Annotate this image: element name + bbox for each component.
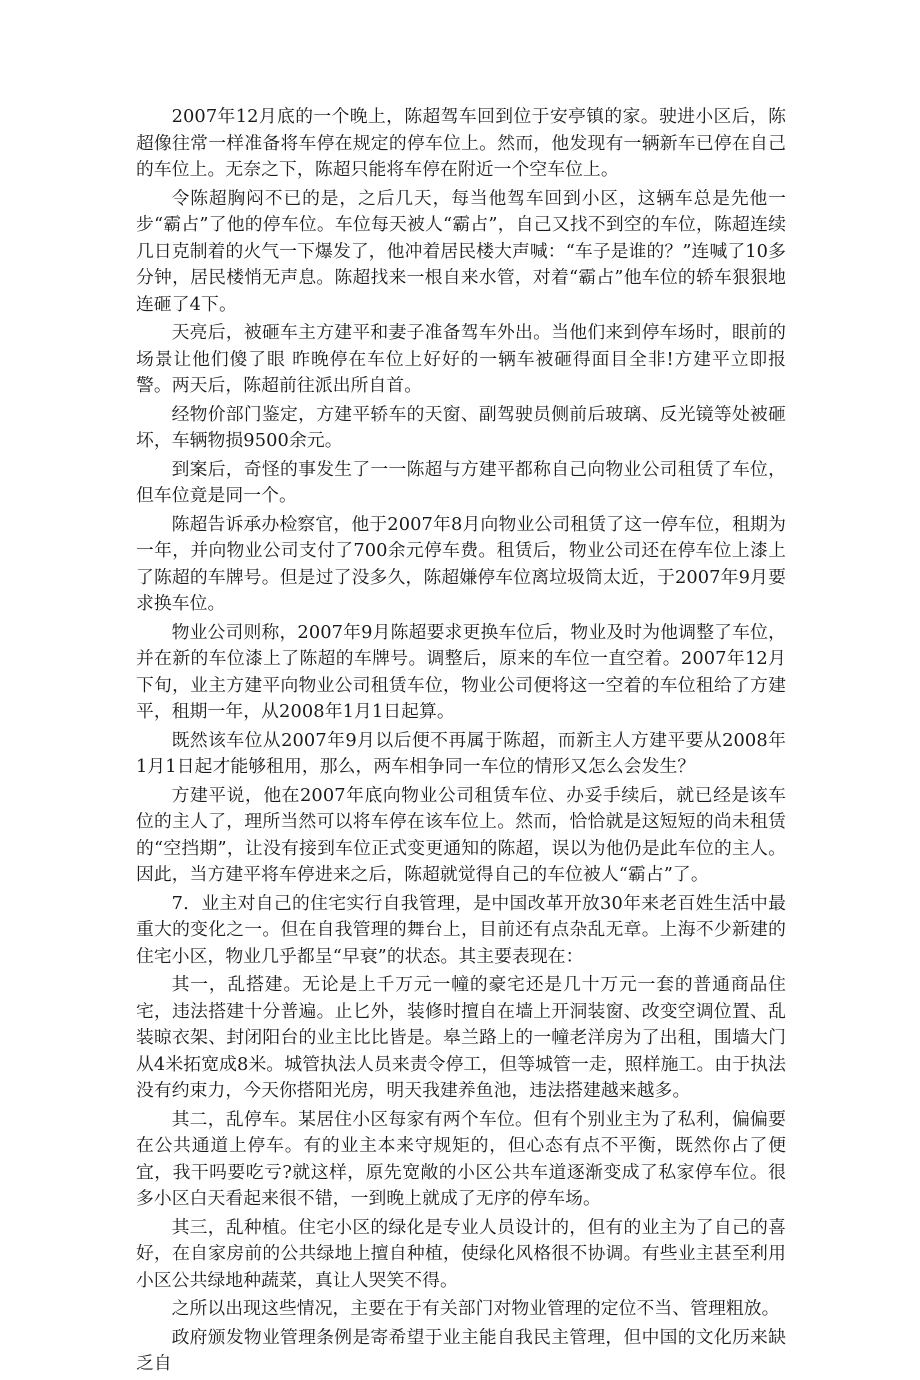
paragraph-2: 令陈超胸闷不已的是，之后几天，每当他驾车回到小区，这辆车总是先他一步“霸占”了他的停车位。车位每天被人“霸占”，自己又找不到空的车位，陈超连续几日克制着的火气一下爆发了，他冲着居民楼大声喊：“车子是谁的？”连喊了10多分钟，居民楼悄无声息。陈超找来一根自来水管，对着“霸占”他车位的轿车狠狠地连砸了4下。 — [136, 187, 786, 315]
paragraph-9: 方建平说，他在2007年底向物业公司租赁车位、办妥手续后，就已经是该车位的主人了，理所当然可以将车停在该车位上。然而，恰恰就是这短短的尚未租赁的“空挡期”，让没有接到车位正式变更通知的陈超，误以为他仍是此车位的主人。因此，当方建平将车停进来之后，陈超就觉得自己的车位被人“霸占”了。 — [136, 784, 786, 885]
paragraph-11: 其一，乱搭建。无论是上千万元一幢的豪宅还是几十万元一套的普通商品住宅，违法搭建十分普遍。止匕外，装修时擅自在墙上开洞装窗、改变空调位置、乱装晾衣架、封闭阳台的业主比比皆是。皋兰路上的一幢老洋房为了出租，围墙大门从4米拓宽成8米。城管执法人员来责令停工，但等城管一走，照样施工。由于执法没有约束力，今天你搭阳光房，明天我建养鱼池，违法搭建越来越多。 — [136, 974, 786, 1101]
paragraph-14: 之所以出现这些情况，主要在于有关部门对物业管理的定位不当、管理粗放。 — [171, 1298, 780, 1319]
paragraph-13: 其三，乱种植。住宅小区的绿化是专业人员设计的，但有的业主为了自己的喜好，在自家房前的公共绿地上擅自种植，使绿化风格很不协调。有些业主甚至利用小区公共绿地种蔬菜，真让人哭笑不得。 — [136, 1216, 786, 1291]
paragraph-1: 2007年12月底的一个晚上，陈超驾车回到位于安亭镇的家。驶进小区后，陈超像往常一样准备将车停在规定的停车位上。然而，他发现有一辆新车已停在自己的车位上。无奈之下，陈超只能将车停在附近一个空车位上。 — [136, 106, 786, 180]
paragraph-7: 物业公司则称，2007年9月陈超要求更换车位后，物业及时为他调整了车位，并在新的车位漆上了陈超的车牌号。调整后，原来的车位一直空着。2007年12月下旬，业主方建平向物业公司租赁车位，物业公司便将这一空着的车位租给了方建平，租期一年，从2008年1月1日起算。 — [136, 621, 786, 722]
paragraph-3: 天亮后，被砸车主方建平和妻子准备驾车外出。当他们来到停车场时，眼前的场景让他们傻了眼 昨晚停在车位上好好的一辆车被砸得面目全非!方建平立即报警。两天后，陈超前往派出所自首。 — [136, 322, 786, 396]
paragraph-10: 7．业主对自己的住宅实行自我管理，是中国改革开放30年来老百姓生活中最重大的变化之一。但在自我管理的舞台上，目前还有点杂乱无章。上海不少新建的住宅小区，物业几乎都呈“早衰”的状态。其主要表现在： — [136, 892, 786, 967]
paragraph-15: 政府颁发物业管理条例是寄希望于业主能自我民主管理，但中国的文化历来缺乏自 — [136, 1326, 786, 1374]
paragraph-12: 其二，乱停车。某居住小区每家有两个车位。但有个别业主为了私利，偏偏要在公共通道上停车。有的业主本来守规矩的，但心态有点不平衡，既然你占了便宜，我干吗要吃亏?就这样，原先宽敞的小区公共车道逐渐变成了私家停车位。很多小区白天看起来很不错，一到晚上就成了无序的停车场。 — [136, 1108, 786, 1209]
paragraph-4: 经物价部门鉴定，方建平轿车的天窗、副驾驶员侧前后玻璃、反光镜等处被砸坏，车辆物损9500余元。 — [136, 403, 786, 451]
paragraph-6: 陈超告诉承办检察官，他于2007年8月向物业公司租赁了这一停车位，租期为一年，并向物业公司支付了700余元停车费。租赁后，物业公司还在停车位上漆上了陈超的车牌号。但是过了没多久，陈超嫌停车位离垃圾筒太近，于2007年9月要求换车位。 — [136, 513, 786, 614]
paragraph-5: 到案后，奇怪的事发生了一一陈超与方建平都称自己向物业公司租赁了车位，但车位竟是同一个。 — [136, 458, 786, 506]
article-body — [136, 104, 786, 1380]
paragraph-8: 既然该车位从2007年9月以后便不再属于陈超，而新主人方建平要从2008年1月1日起才能够租用，那么，两车相争同一车位的情形又怎么会发生？ — [136, 729, 786, 777]
